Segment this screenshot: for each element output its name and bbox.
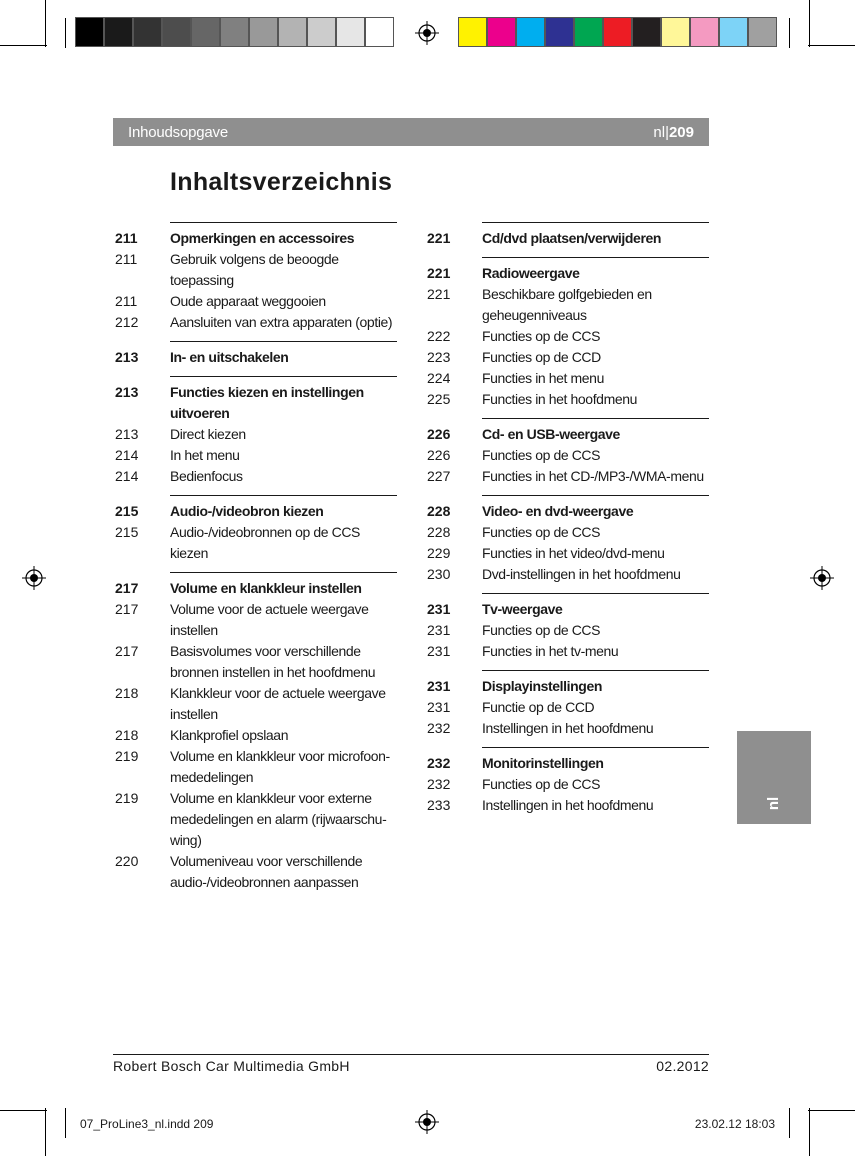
- toc-entry-text: Functies kiezen en instellingen uitvoeren: [170, 384, 364, 421]
- toc-page-number: 214: [115, 447, 139, 463]
- color-swatch: [661, 17, 690, 47]
- toc-entry: [427, 641, 709, 662]
- toc-entry-text: Volume voor de actuele weergave instellen: [170, 601, 369, 638]
- toc-page-number: 219: [115, 748, 139, 764]
- toc-group: [427, 222, 709, 257]
- toc-page-number: 213: [115, 384, 139, 400]
- language-side-tab: [737, 731, 811, 824]
- toc-entry-text: Basisvolumes voor verschillende bronnen instellen in het hoofdmenu: [170, 643, 376, 680]
- toc-heading: [427, 676, 709, 697]
- color-swatch: [307, 17, 336, 47]
- toc-heading: [115, 578, 397, 599]
- separator: |: [665, 123, 669, 141]
- crop-mark: [0, 45, 47, 46]
- toc-entry-text: Functies op de CCS: [482, 622, 601, 638]
- toc-entry-text: Functies op de CCS: [482, 776, 601, 792]
- toc-entry: [427, 368, 709, 389]
- color-swatch: [603, 17, 632, 47]
- toc-entry: [427, 795, 709, 816]
- toc-entry-text: Functies op de CCS: [482, 447, 601, 463]
- toc-page-number: 231: [427, 699, 451, 715]
- color-swatch: [545, 17, 574, 47]
- toc-page-number: 221: [427, 230, 451, 246]
- color-swatch: [748, 17, 777, 47]
- color-swatch: [719, 17, 748, 47]
- toc-entry-text: Functies in het menu: [482, 370, 604, 386]
- toc-group: [115, 495, 397, 572]
- toc-group: [115, 572, 397, 901]
- toc-page-number: 222: [427, 328, 451, 344]
- toc-entry: [427, 543, 709, 564]
- toc-entry-text: Klankprofiel opslaan: [170, 727, 289, 743]
- side-tab-label: nl: [765, 796, 783, 811]
- toc-page-number: 231: [427, 643, 451, 659]
- running-header: [113, 118, 709, 146]
- toc-entry: [427, 564, 709, 585]
- toc-entry-text: Monitorinstellingen: [482, 755, 604, 771]
- toc-page-number: 230: [427, 566, 451, 582]
- toc-entry: [427, 774, 709, 795]
- toc-heading: [427, 424, 709, 445]
- toc-group: [427, 495, 709, 593]
- registration-mark-icon: [415, 1110, 439, 1134]
- toc-page-number: 232: [427, 720, 451, 736]
- toc-entry-text: Functies op de CCS: [482, 524, 601, 540]
- toc-entry-text: Volume en klankkleur voor externe mededelingen en alarm (rijwaarschu-wing): [170, 790, 387, 848]
- process-color-bar: [458, 17, 777, 47]
- toc-heading: [115, 228, 397, 249]
- toc-heading: [427, 599, 709, 620]
- toc-entry-text: Aansluiten van extra apparaten (optie): [170, 314, 393, 330]
- toc-page-number: 213: [115, 426, 139, 442]
- toc-page-number: 229: [427, 545, 451, 561]
- toc-page-number: 232: [427, 776, 451, 792]
- toc-heading: [115, 382, 397, 424]
- toc-heading: [427, 753, 709, 774]
- toc-page-number: 211: [115, 251, 138, 267]
- toc-group: [115, 341, 397, 376]
- toc-page-number: 226: [427, 426, 451, 442]
- toc-entry: [427, 326, 709, 347]
- toc-entry-text: Audio-/videobronnen op de CCS kiezen: [170, 524, 360, 561]
- toc-group: [427, 593, 709, 670]
- toc-page-number: 231: [427, 678, 451, 694]
- toc-page-number: 221: [427, 265, 451, 281]
- toc-entry: [115, 466, 397, 487]
- color-swatch: [133, 17, 162, 47]
- toc-page-number: 228: [427, 503, 451, 519]
- toc-entry-text: Cd/dvd plaatsen/verwijderen: [482, 230, 662, 246]
- toc-entry: [427, 445, 709, 466]
- toc-entry: [115, 746, 397, 788]
- color-swatch: [516, 17, 545, 47]
- toc-entry-text: Radioweergave: [482, 265, 580, 281]
- toc-page-number: 215: [115, 524, 139, 540]
- toc-entry-text: Functie op de CCD: [482, 699, 595, 715]
- grayscale-color-bar: [75, 17, 394, 47]
- crop-mark: [65, 1108, 66, 1138]
- toc-entry: [427, 522, 709, 543]
- color-swatch: [458, 17, 487, 47]
- toc-entry-text: Functies in het hoofdmenu: [482, 391, 637, 407]
- toc-group: [427, 257, 709, 418]
- crop-mark: [789, 18, 790, 48]
- toc-group: [427, 747, 709, 824]
- color-swatch: [574, 17, 603, 47]
- page-title: Inhaltsverzeichnis: [170, 168, 393, 196]
- toc-entry: [115, 445, 397, 466]
- toc-page-number: 226: [427, 447, 451, 463]
- toc-entry-text: Opmerkingen en accessoires: [170, 230, 355, 246]
- toc-entry-text: In het menu: [170, 447, 240, 463]
- toc-page-number: 225: [427, 391, 451, 407]
- color-swatch: [220, 17, 249, 47]
- crop-mark: [808, 45, 855, 46]
- toc-entry-text: Volume en klankkleur instellen: [170, 580, 362, 596]
- toc-entry-text: Bedienfocus: [170, 468, 243, 484]
- toc-heading: [427, 228, 709, 249]
- toc-group: [115, 376, 397, 495]
- toc-entry-text: Oude apparaat weggooien: [170, 293, 326, 309]
- toc-entry-text: Volumeniveau voor verschillende audio-/videobronnen aanpassen: [170, 853, 363, 890]
- toc-page-number: 217: [115, 601, 139, 617]
- toc-page-number: 211: [115, 230, 138, 246]
- toc-page-number: 224: [427, 370, 451, 386]
- toc-entry-text: Functies in het tv-menu: [482, 643, 619, 659]
- toc-page-number: 218: [115, 685, 139, 701]
- registration-mark-icon: [810, 566, 834, 590]
- toc-entry-text: In- en uitschakelen: [170, 349, 289, 365]
- toc-heading: [115, 347, 397, 368]
- toc-left-column: [115, 222, 397, 901]
- toc-heading: [427, 263, 709, 284]
- color-swatch: [278, 17, 307, 47]
- toc-heading: [115, 501, 397, 522]
- toc-entry-text: Tv-weergave: [482, 601, 563, 617]
- toc-entry: [427, 718, 709, 739]
- toc-entry-text: Dvd-instellingen in het hoofdmenu: [482, 566, 681, 582]
- toc-page-number: 231: [427, 622, 451, 638]
- toc-entry: [115, 683, 397, 725]
- color-swatch: [104, 17, 133, 47]
- toc-entry-text: Instellingen in het hoofdmenu: [482, 797, 654, 813]
- toc-entry-text: Volume en klankkleur voor microfoon-mededelingen: [170, 748, 390, 785]
- toc-right-column: [427, 222, 709, 824]
- footer-rule: [113, 1054, 709, 1055]
- color-swatch: [162, 17, 191, 47]
- toc-entry: [115, 249, 397, 291]
- color-swatch: [249, 17, 278, 47]
- toc-entry: [427, 389, 709, 410]
- toc-entry: [427, 466, 709, 487]
- toc-page-number: 221: [427, 286, 451, 302]
- page-info: [653, 124, 694, 141]
- registration-mark-icon: [415, 21, 439, 45]
- toc-page-number: 214: [115, 468, 139, 484]
- toc-entry-text: Functies in het CD-/MP3-/WMA-menu: [482, 468, 704, 484]
- toc-page-number: 220: [115, 853, 139, 869]
- color-swatch: [336, 17, 365, 47]
- toc-entry-text: Gebruik volgens de beoogde toepassing: [170, 251, 339, 288]
- toc-page-number: 217: [115, 643, 139, 659]
- toc-page-number: 227: [427, 468, 451, 484]
- page-number: 209: [668, 123, 694, 141]
- toc-page-number: 212: [115, 314, 139, 330]
- toc-entry-text: Audio-/videobron kiezen: [170, 503, 324, 519]
- toc-page-number: 219: [115, 790, 139, 806]
- toc-entry: [115, 424, 397, 445]
- crop-mark: [789, 1108, 790, 1138]
- toc-entry-text: Direct kiezen: [170, 426, 246, 442]
- toc-entry: [427, 347, 709, 368]
- toc-group: [427, 418, 709, 495]
- toc-entry: [115, 291, 397, 312]
- toc-entry-text: Video- en dvd-weergave: [482, 503, 634, 519]
- toc-page-number: 233: [427, 797, 451, 813]
- language-code: nl: [653, 123, 666, 141]
- color-swatch: [191, 17, 220, 47]
- toc-entry: [115, 522, 397, 564]
- color-swatch: [365, 17, 394, 47]
- crop-mark: [809, 0, 810, 47]
- toc-entry: [115, 599, 397, 641]
- color-swatch: [632, 17, 661, 47]
- crop-mark: [808, 1110, 855, 1111]
- toc-entry-text: Displayinstellingen: [482, 678, 602, 694]
- toc-page-number: 231: [427, 601, 451, 617]
- toc-entry-text: Klankkleur voor de actuele weergave instellen: [170, 685, 386, 722]
- toc-entry: [115, 851, 397, 893]
- toc-page-number: 217: [115, 580, 139, 596]
- toc-group: [427, 670, 709, 747]
- toc-entry: [115, 725, 397, 746]
- color-swatch: [75, 17, 104, 47]
- toc-entry: [115, 641, 397, 683]
- toc-entry-text: Cd- en USB-weergave: [482, 426, 620, 442]
- toc-page-number: 232: [427, 755, 451, 771]
- toc-entry: [427, 697, 709, 718]
- toc-page-number: 211: [115, 293, 138, 309]
- toc-entry-text: Functies op de CCS: [482, 328, 601, 344]
- toc-page-number: 215: [115, 503, 139, 519]
- toc-entry-text: Functies op de CCD: [482, 349, 601, 365]
- registration-mark-icon: [22, 566, 46, 590]
- toc-page-number: 228: [427, 524, 451, 540]
- slug-filename: 07_ProLine3_nl.indd 209: [80, 1117, 214, 1131]
- crop-mark: [0, 1110, 47, 1111]
- footer-company: Robert Bosch Car Multimedia GmbH: [113, 1058, 350, 1074]
- toc-entry: [115, 312, 397, 333]
- crop-mark: [65, 18, 66, 48]
- toc-page-number: 213: [115, 349, 139, 365]
- crop-mark: [809, 1108, 810, 1156]
- toc-entry-text: Functies in het video/dvd-menu: [482, 545, 665, 561]
- crop-mark: [45, 1108, 46, 1156]
- footer-date: 02.2012: [656, 1058, 709, 1074]
- toc-page-number: 218: [115, 727, 139, 743]
- crop-mark: [45, 0, 46, 47]
- toc-heading: [427, 501, 709, 522]
- color-swatch: [690, 17, 719, 47]
- color-swatch: [487, 17, 516, 47]
- toc-entry: [427, 284, 709, 326]
- toc-entry-text: Instellingen in het hoofdmenu: [482, 720, 654, 736]
- toc-page-number: 223: [427, 349, 451, 365]
- toc-entry-text: Beschikbare golfgebieden en geheugenniveaus: [482, 286, 652, 323]
- toc-group: [115, 222, 397, 341]
- toc-entry: [427, 620, 709, 641]
- toc-entry: [115, 788, 397, 851]
- slug-timestamp: 23.02.12 18:03: [694, 1117, 775, 1131]
- section-name: Inhoudsopgave: [128, 123, 228, 141]
